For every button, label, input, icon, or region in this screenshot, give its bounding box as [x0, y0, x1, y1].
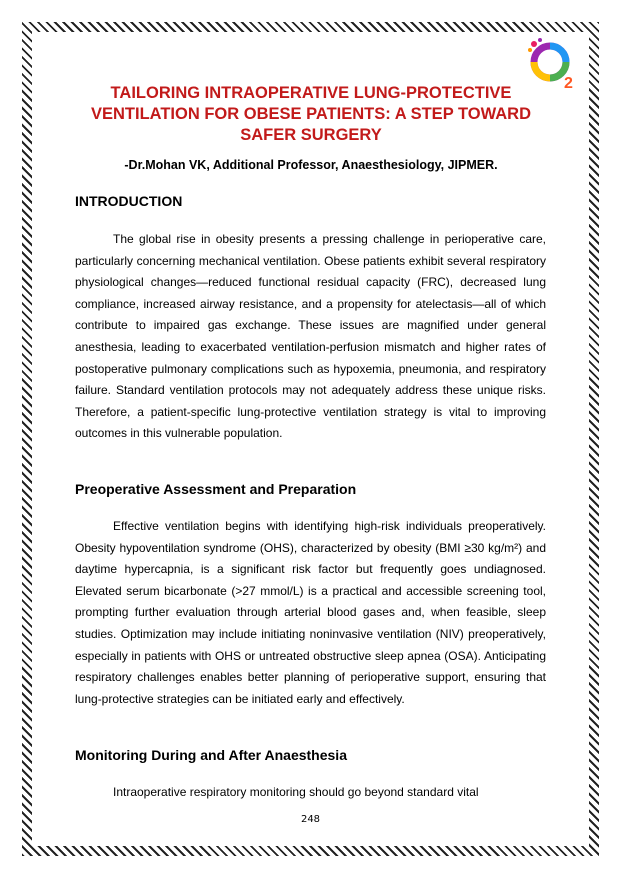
section-paragraph-preoperative: Effective ventilation begins with identifying high-risk individuals preoperatively. Obesity hypoventilation syndrome (OHS), characterized by obesity (BMI ≥30 kg/m²) and daytime hypercapnia, is a significant risk factor but frequently goes undiagnosed. Elevated serum bicarbonate (>27 mmol/L) is a practical and accessible screening tool, prompting further evaluation through arterial blood gases and, when feasible, sleep studies. Optimization may include initiating noninvasive ventilation (NIV) preoperatively, especially in patients with OHS or untreated obstructive sleep apnea (OSA). Anticipating respiratory challenges enables better planning of perioperative support, ensuring that lung-protective strategies can be initiated early and effectively. [75, 519, 546, 706]
section-heading-monitoring: Monitoring During and After Anaesthesia [75, 747, 347, 763]
author-line: -Dr.Mohan VK, Additional Professor, Anaesthesiology, JIPMER. [124, 158, 498, 172]
section-paragraph-introduction: The global rise in obesity presents a pressing challenge in perioperative care, particularly concerning mechanical ventilation. Obese patients exhibit several respiratory physiological changes—reduced functional residual capacity (FRC), decreased lung compliance, increased airway resistance, and a propensity for atelectasis—all of which contribute to impaired gas exchange. These issues are magnified under general anesthesia, leading to exacerbated ventilation-perfusion mismatch and higher rates of postoperative pulmonary complications such as hypoxemia, pneumonia, and respiratory failure. Standard ventilation protocols may not adequately address these unique risks. Therefore, a patient-specific lung-protective ventilation strategy is vital to improving outcomes in this vulnerable population. [75, 232, 546, 441]
section-heading-introduction: INTRODUCTION [75, 193, 183, 209]
section-paragraph-monitoring: Intraoperative respiratory monitoring should go beyond standard vital [113, 785, 479, 799]
article-title: TAILORING INTRAOPERATIVE LUNG-PROTECTIVE VENTILATION FOR OBESE PATIENTS: A STEP TOWARD SAFER SURGERY [90, 84, 532, 144]
section-heading-preoperative: Preoperative Assessment and Preparation [75, 481, 357, 497]
svg-text:2: 2 [564, 75, 573, 92]
page-number: 248 [300, 814, 321, 825]
